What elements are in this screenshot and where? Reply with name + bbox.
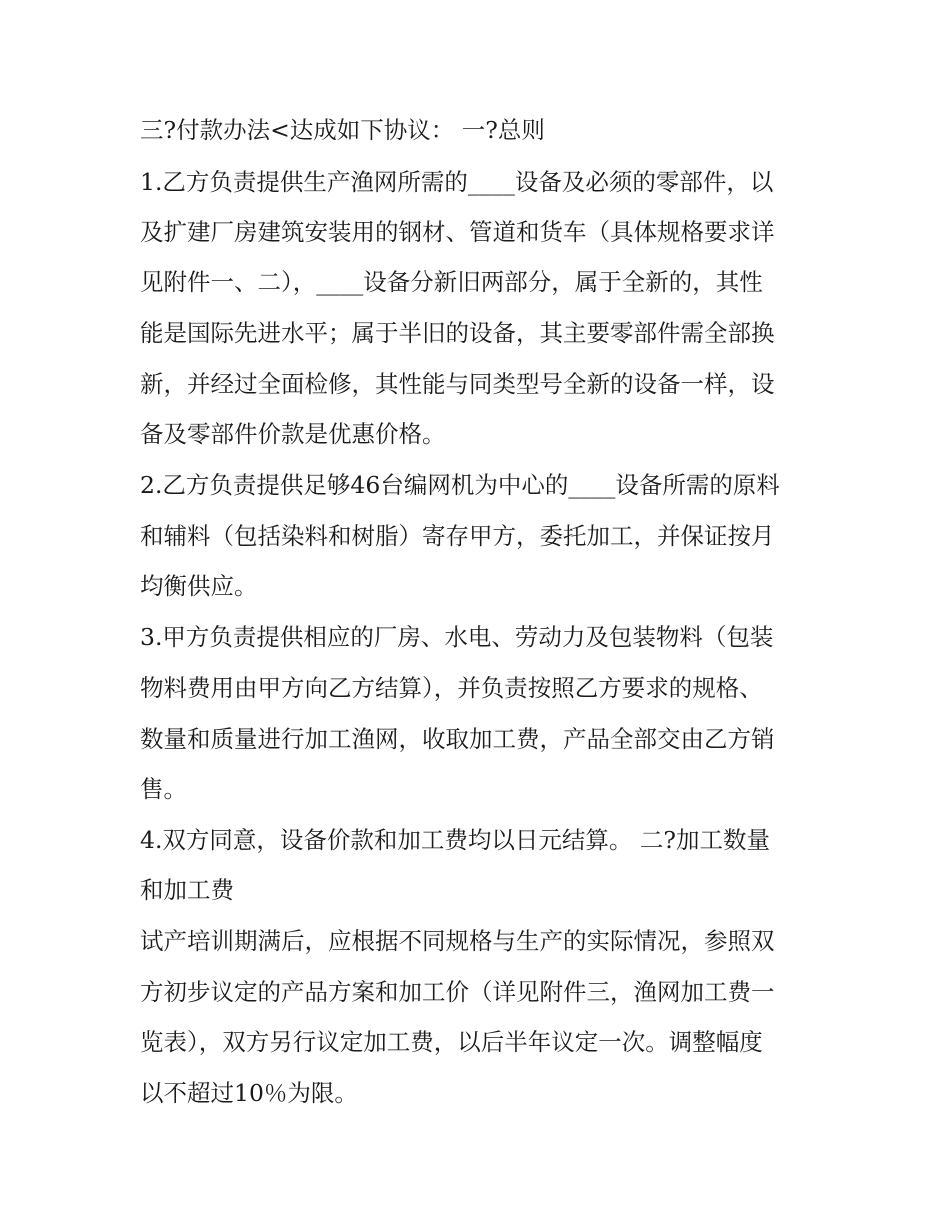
text-line: 和辅料（包括染料和树脂）寄存甲方，委托加工，并保证按月 [140, 522, 775, 550]
text-line: 和加工费 [140, 876, 234, 904]
text-line: 新，并经过全面检修，其性能与同类型号全新的设备一样，设 [140, 370, 775, 398]
text-line: 3.甲方负责提供相应的厂房、水电、劳动力及包装物料（包装 [140, 623, 774, 651]
text-line: 均衡供应。 [140, 572, 258, 600]
text-line: 见附件一、二），____设备分新旧两部分，属于全新的，其性 [140, 268, 763, 296]
text-line: 以不超过10％为限。 [140, 1079, 358, 1107]
text-line: 4.双方同意，设备价款和加工费均以日元结算。 二?加工数量 [140, 826, 770, 854]
text-line: 备及零部件价款是优惠价格。 [140, 420, 446, 448]
text-line: 三?付款办法<达成如下协议： 一?总则 [140, 116, 545, 144]
text-line: 及扩建厂房建筑安装用的钢材、管道和货车（具体规格要求详 [140, 218, 775, 246]
text-line: 2.乙方负责提供足够46台编网机为中心的____设备所需的原料 [140, 471, 780, 499]
text-line: 1.乙方负责提供生产渔网所需的____设备及必须的零部件，以 [140, 168, 774, 196]
text-line: 数量和质量进行加工渔网，收取加工费，产品全部交由乙方销 [140, 725, 775, 753]
text-line: 览表），双方另行议定加工费，以后半年议定一次。调整幅度 [140, 1028, 763, 1056]
text-line: 方初步议定的产品方案和加工价（详见附件三，渔网加工费一 [140, 978, 775, 1006]
text-line: 物料费用由甲方向乙方结算），并负责按照乙方要求的规格、 [140, 674, 763, 702]
text-line: 售。 [140, 775, 187, 803]
text-line: 试产培训期满后，应根据不同规格与生产的实际情况，参照双 [140, 927, 775, 955]
text-line: 能是国际先进水平；属于半旧的设备，其主要零部件需全部换 [140, 319, 775, 347]
